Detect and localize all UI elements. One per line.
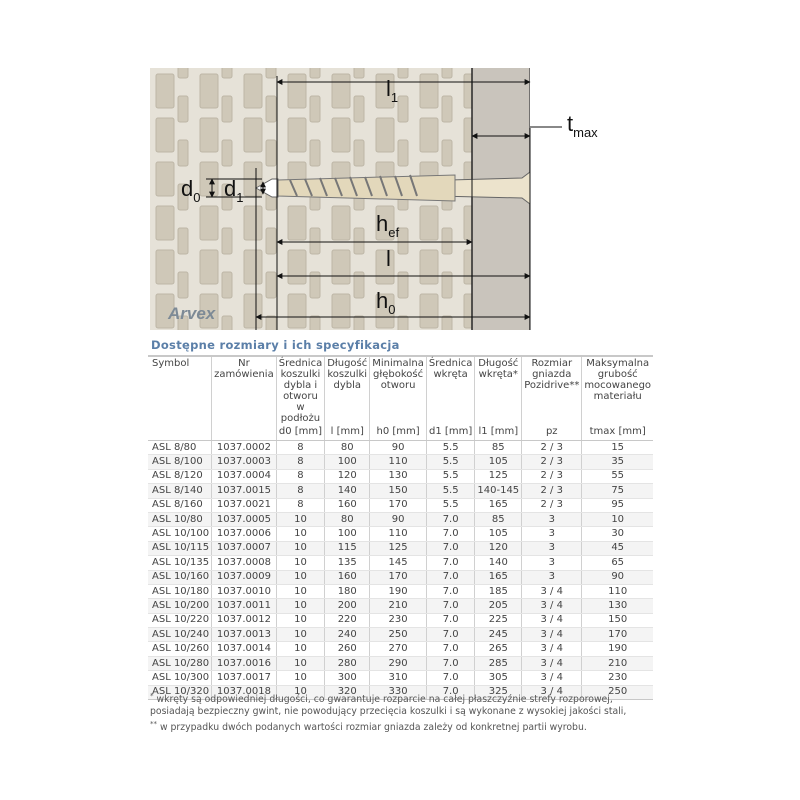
- table-cell: 200: [325, 599, 370, 613]
- table-cell: ASL 10/260: [148, 642, 212, 656]
- table-row: [148, 642, 653, 656]
- table-cell: 1037.0002: [212, 441, 277, 455]
- table-row: [148, 570, 653, 584]
- table-cell: 3 / 4: [522, 671, 582, 685]
- unit-cell: tmax [mm]: [582, 425, 653, 441]
- table-cell: 305: [475, 671, 522, 685]
- table-cell: 5.5: [426, 498, 474, 512]
- table-cell: 90: [370, 512, 427, 526]
- table-row: [148, 541, 653, 555]
- table-cell: 7.0: [426, 541, 474, 555]
- table-cell: 105: [475, 527, 522, 541]
- table-cell: 110: [370, 455, 427, 469]
- table-cell: 105: [475, 455, 522, 469]
- table-cell: 8: [276, 455, 324, 469]
- table-cell: 205: [475, 599, 522, 613]
- table-cell: 3 / 4: [522, 613, 582, 627]
- table-cell: 140-145: [475, 484, 522, 498]
- table-cell: 3: [522, 512, 582, 526]
- table-cell: 115: [325, 541, 370, 555]
- table-cell: 10: [276, 642, 324, 656]
- table-cell: 190: [370, 584, 427, 598]
- table-cell: 245: [475, 628, 522, 642]
- table-cell: 190: [582, 642, 653, 656]
- specification-table: [148, 355, 653, 700]
- table-row: [148, 628, 653, 642]
- table-cell: 3: [522, 570, 582, 584]
- unit-cell: h0 [mm]: [370, 425, 427, 441]
- footnote-1-mark: *: [150, 692, 154, 700]
- table-cell: 125: [370, 541, 427, 555]
- table-cell: 1037.0014: [212, 642, 277, 656]
- table-row: [148, 512, 653, 526]
- table-cell: 150: [370, 484, 427, 498]
- table-header-row: [148, 356, 653, 425]
- table-cell: 45: [582, 541, 653, 555]
- table-cell: 5.5: [426, 484, 474, 498]
- table-cell: 7.0: [426, 628, 474, 642]
- label-d1: $d_1$: [224, 176, 244, 205]
- table-cell: 110: [370, 527, 427, 541]
- table-cell: 1037.0013: [212, 628, 277, 642]
- table-cell: 130: [582, 599, 653, 613]
- table-cell: 8: [276, 469, 324, 483]
- col-header-dowel-diameter: Średnica koszulki dybla i otworu w podłożu: [276, 356, 324, 425]
- table-cell: 145: [370, 556, 427, 570]
- table-cell: 7.0: [426, 512, 474, 526]
- table-cell: 10: [276, 527, 324, 541]
- table-cell: 3: [522, 556, 582, 570]
- table-cell: 1037.0017: [212, 671, 277, 685]
- table-cell: 290: [370, 656, 427, 670]
- table-row: [148, 498, 653, 512]
- table-cell: ASL 10/300: [148, 671, 212, 685]
- table-cell: 7.0: [426, 599, 474, 613]
- table-cell: 7.0: [426, 642, 474, 656]
- table-cell: 2 / 3: [522, 484, 582, 498]
- table-cell: 10: [276, 599, 324, 613]
- table-cell: ASL 10/80: [148, 512, 212, 526]
- table-cell: 90: [370, 441, 427, 455]
- col-header-symbol: Symbol: [148, 356, 212, 425]
- table-cell: 35: [582, 455, 653, 469]
- table-cell: 8: [276, 484, 324, 498]
- table-cell: 2 / 3: [522, 498, 582, 512]
- unit-cell: d1 [mm]: [426, 425, 474, 441]
- table-cell: 230: [582, 671, 653, 685]
- footnote-1: [150, 690, 655, 718]
- table-cell: 170: [370, 570, 427, 584]
- label-h0: $h_0$: [376, 288, 396, 317]
- table-cell: 140: [325, 484, 370, 498]
- table-cell: ASL 10/220: [148, 613, 212, 627]
- table-cell: 1037.0007: [212, 541, 277, 555]
- table-row: [148, 584, 653, 598]
- footnote-2-mark: **: [150, 720, 157, 729]
- table-cell: 270: [370, 642, 427, 656]
- col-header-dowel-length: Długość koszulki dybla: [325, 356, 370, 425]
- table-cell: 265: [475, 642, 522, 656]
- table-cell: 3 / 4: [522, 599, 582, 613]
- table-cell: 100: [325, 527, 370, 541]
- col-header-order-no: Nr zamówienia: [212, 356, 277, 425]
- table-cell: 1037.0006: [212, 527, 277, 541]
- fastened-plate: [472, 68, 530, 330]
- table-cell: ASL 10/180: [148, 584, 212, 598]
- dowel-installation-diagram: [150, 68, 650, 330]
- table-cell: 10: [582, 512, 653, 526]
- table-cell: 250: [582, 685, 653, 699]
- table-cell: 5.5: [426, 441, 474, 455]
- table-row: [148, 599, 653, 613]
- table-cell: 240: [325, 628, 370, 642]
- table-cell: ASL 10/240: [148, 628, 212, 642]
- table-cell: 300: [325, 671, 370, 685]
- label-l1: $l_1$: [386, 76, 399, 105]
- table-cell: 3: [522, 527, 582, 541]
- table-cell: 1037.0016: [212, 656, 277, 670]
- table-cell: 80: [325, 512, 370, 526]
- table-cell: 55: [582, 469, 653, 483]
- table-cell: 10: [276, 570, 324, 584]
- table-cell: 75: [582, 484, 653, 498]
- table-cell: 220: [325, 613, 370, 627]
- table-cell: ASL 8/140: [148, 484, 212, 498]
- table-cell: 10: [276, 685, 324, 699]
- table-cell: 1037.0010: [212, 584, 277, 598]
- table-cell: 140: [475, 556, 522, 570]
- table-cell: 90: [582, 570, 653, 584]
- table-cell: ASL 10/160: [148, 570, 212, 584]
- table-cell: 250: [370, 628, 427, 642]
- table-cell: ASL 10/135: [148, 556, 212, 570]
- table-row: [148, 527, 653, 541]
- table-cell: ASL 10/320: [148, 685, 212, 699]
- table-cell: 2 / 3: [522, 441, 582, 455]
- table-cell: 80: [325, 441, 370, 455]
- table-cell: 3: [522, 541, 582, 555]
- table-cell: 1037.0021: [212, 498, 277, 512]
- table-cell: 225: [475, 613, 522, 627]
- table-cell: 1037.0012: [212, 613, 277, 627]
- table-cell: 1037.0005: [212, 512, 277, 526]
- table-cell: 7.0: [426, 685, 474, 699]
- table-cell: 165: [475, 570, 522, 584]
- label-hef: $h_{ef}$: [376, 211, 400, 240]
- table-cell: 130: [370, 469, 427, 483]
- unit-cell: d0 [mm]: [276, 425, 324, 441]
- col-header-screw-diameter: Średnica wkręta: [426, 356, 474, 425]
- table-cell: 1037.0003: [212, 455, 277, 469]
- table-cell: 10: [276, 613, 324, 627]
- table-cell: 210: [582, 656, 653, 670]
- table-row: [148, 484, 653, 498]
- table-cell: 65: [582, 556, 653, 570]
- table-cell: 150: [582, 613, 653, 627]
- col-header-screw-length: Długość wkręta*: [475, 356, 522, 425]
- table-cell: 85: [475, 441, 522, 455]
- table-cell: 5.5: [426, 455, 474, 469]
- table-cell: 170: [370, 498, 427, 512]
- table-cell: 135: [325, 556, 370, 570]
- table-cell: 1037.0004: [212, 469, 277, 483]
- col-header-pozidrive: Rozmiar gniazda Pozidrive**: [522, 356, 582, 425]
- table-cell: 285: [475, 656, 522, 670]
- table-cell: 125: [475, 469, 522, 483]
- footnote-2: [150, 718, 655, 734]
- table-cell: 7.0: [426, 671, 474, 685]
- label-d0: $d_0$: [181, 176, 201, 205]
- table-cell: 2 / 3: [522, 469, 582, 483]
- table-cell: ASL 10/280: [148, 656, 212, 670]
- table-cell: ASL 10/200: [148, 599, 212, 613]
- table-cell: 10: [276, 671, 324, 685]
- table-cell: ASL 8/100: [148, 455, 212, 469]
- unit-cell: l1 [mm]: [475, 425, 522, 441]
- table-cell: 30: [582, 527, 653, 541]
- table-cell: 7.0: [426, 556, 474, 570]
- table-cell: 3 / 4: [522, 642, 582, 656]
- col-header-min-hole-depth: Minimalna głębokość otworu: [370, 356, 427, 425]
- table-cell: 170: [582, 628, 653, 642]
- table-cell: 330: [370, 685, 427, 699]
- table-cell: 230: [370, 613, 427, 627]
- table-cell: 10: [276, 556, 324, 570]
- table-cell: 15: [582, 441, 653, 455]
- table-cell: 260: [325, 642, 370, 656]
- table-cell: 8: [276, 498, 324, 512]
- table-row: [148, 469, 653, 483]
- table-cell: 10: [276, 512, 324, 526]
- table-cell: 10: [276, 628, 324, 642]
- table-cell: 1037.0015: [212, 484, 277, 498]
- section-title: Dostępne rozmiary i ich specyfikacja: [151, 338, 400, 352]
- table-cell: 3 / 4: [522, 628, 582, 642]
- table-cell: 185: [475, 584, 522, 598]
- table-cell: 3 / 4: [522, 656, 582, 670]
- table-cell: 7.0: [426, 584, 474, 598]
- table-cell: 5.5: [426, 469, 474, 483]
- table-cell: 7.0: [426, 656, 474, 670]
- table-cell: 7.0: [426, 570, 474, 584]
- col-header-max-thickness: Maksymalna grubość mocowanego materiału: [582, 356, 653, 425]
- unit-cell: [212, 425, 277, 441]
- table-cell: 280: [325, 656, 370, 670]
- footnotes: [150, 690, 655, 734]
- table-cell: 7.0: [426, 527, 474, 541]
- table-cell: 100: [325, 455, 370, 469]
- table-row: [148, 441, 653, 455]
- table-cell: 160: [325, 570, 370, 584]
- table-cell: 110: [582, 584, 653, 598]
- table-cell: 165: [475, 498, 522, 512]
- table-cell: 120: [325, 469, 370, 483]
- table-cell: 2 / 3: [522, 455, 582, 469]
- table-units-row: [148, 425, 653, 441]
- table-row: [148, 671, 653, 685]
- table-cell: 1037.0008: [212, 556, 277, 570]
- table-cell: ASL 8/80: [148, 441, 212, 455]
- table-cell: 310: [370, 671, 427, 685]
- table-cell: 95: [582, 498, 653, 512]
- table-cell: 1037.0009: [212, 570, 277, 584]
- arvex-logo: Arvex: [168, 304, 216, 323]
- table-cell: 1037.0018: [212, 685, 277, 699]
- table-cell: 8: [276, 441, 324, 455]
- footnote-1-text: wkręty są odpowiedniej długości, co gwarantuje rozparcie na całej płaszczyźnie strefy rozporowej, posiadają bezpieczny gwint, nie powodujący przecięcia koszulki i są wykonane z wysokiej jakości stali,: [150, 694, 627, 718]
- table-cell: 10: [276, 656, 324, 670]
- table-row: [148, 656, 653, 670]
- label-l: l: [386, 246, 391, 271]
- unit-cell: pz: [522, 425, 582, 441]
- table-row: [148, 455, 653, 469]
- table-cell: 10: [276, 584, 324, 598]
- table-cell: 160: [325, 498, 370, 512]
- table-row: [148, 613, 653, 627]
- table-cell: 7.0: [426, 613, 474, 627]
- table-cell: ASL 10/100: [148, 527, 212, 541]
- table-cell: ASL 10/115: [148, 541, 212, 555]
- table-cell: 85: [475, 512, 522, 526]
- table-cell: 10: [276, 541, 324, 555]
- table-row: [148, 556, 653, 570]
- footnote-2-text: w przypadku dwóch podanych wartości rozmiar gniazda zależy od konkretnej partii wyrobu.: [159, 722, 587, 734]
- table-cell: 120: [475, 541, 522, 555]
- table-cell: 1037.0011: [212, 599, 277, 613]
- unit-cell: [148, 425, 212, 441]
- table-cell: ASL 8/160: [148, 498, 212, 512]
- label-tmax: $t_{max}$: [567, 111, 598, 140]
- table-cell: ASL 8/120: [148, 469, 212, 483]
- table-cell: 3 / 4: [522, 685, 582, 699]
- table-cell: 325: [475, 685, 522, 699]
- table-cell: 320: [325, 685, 370, 699]
- table-cell: 180: [325, 584, 370, 598]
- table-cell: 210: [370, 599, 427, 613]
- table-cell: 3 / 4: [522, 584, 582, 598]
- unit-cell: l [mm]: [325, 425, 370, 441]
